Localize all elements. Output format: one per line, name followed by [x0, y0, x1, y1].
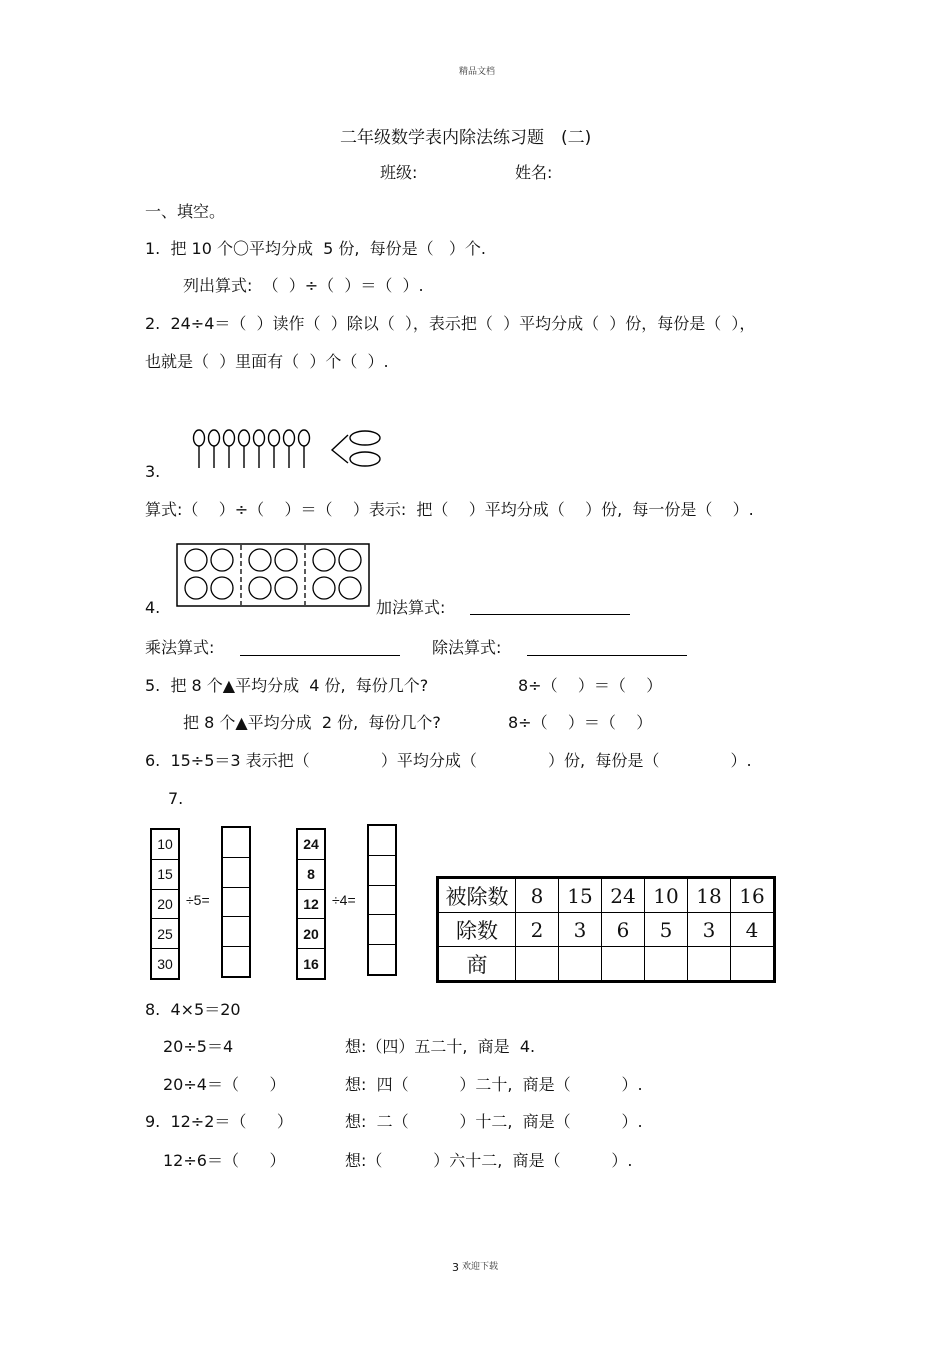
quotient-cell[interactable]	[516, 947, 559, 982]
dividend-cell: 15	[559, 878, 602, 913]
dividend-column-2	[296, 828, 326, 980]
quotient-cell[interactable]	[645, 947, 688, 982]
division-answer-line[interactable]	[527, 641, 687, 656]
answer-cell[interactable]	[223, 828, 249, 858]
answer-column-1	[221, 826, 251, 978]
question-6: 6. 15÷5＝3 表示把（ ）平均分成（ ）份, 每份是（ ）.	[145, 751, 752, 770]
multiplication-answer-line[interactable]	[240, 641, 400, 656]
question-2-continued: 也就是（ ）里面有（ ）个（ ）.	[145, 352, 389, 371]
page-footer: 欢迎下载	[462, 1262, 499, 1272]
division-table	[436, 876, 776, 983]
divisor-cell: 2	[516, 913, 559, 947]
divide-by-5-operator: ÷5=	[186, 892, 210, 908]
page-number: 3	[452, 1261, 459, 1274]
question-2: 2. 24÷4＝（ ）读作（ ）除以（ ），表示把（ ）平均分成（ ）份，每份是（ ），	[145, 314, 756, 333]
dividend-cell: 16	[731, 878, 775, 913]
number-cell: 20	[152, 890, 178, 920]
answer-cell[interactable]	[223, 858, 249, 888]
number-cell: 8	[298, 860, 324, 890]
question-8-think: 想: 四（ ）二十, 商是（ ）.	[345, 1075, 643, 1094]
number-cell: 25	[152, 919, 178, 949]
question-5-formula-2: 8÷（ ）＝（ ）	[508, 713, 653, 732]
addition-answer-line[interactable]	[470, 600, 630, 615]
answer-cell[interactable]	[369, 915, 395, 945]
dividend-row	[438, 878, 775, 913]
question-8-example-think: 想:（四）五二十, 商是 4.	[345, 1037, 536, 1056]
quotient-cell[interactable]	[602, 947, 645, 982]
number-cell: 20	[298, 919, 324, 949]
quotient-header: 商	[438, 947, 516, 982]
divisor-cell: 5	[645, 913, 688, 947]
answer-column-2	[367, 824, 397, 976]
quotient-cell[interactable]	[559, 947, 602, 982]
page-header: 精品文档	[459, 67, 496, 77]
question-8-example: 20÷5＝4	[163, 1037, 234, 1056]
question-3-number: 3.	[145, 462, 161, 481]
quotient-cell[interactable]	[731, 947, 775, 982]
addition-label: 加法算式:	[376, 598, 446, 617]
number-cell: 16	[303, 955, 319, 972]
question-5-line-1: 5. 把 8 个▲平均分成 4 份, 每份几个?	[145, 676, 429, 695]
question-3: 算式:（ ）÷（ ）＝（ ）表示: 把（ ）平均分成（ ）份, 每一份是（ ）.	[145, 500, 754, 519]
answer-cell[interactable]	[223, 888, 249, 918]
answer-cell[interactable]	[223, 917, 249, 947]
question-9-think-2: 想:（ ）六十二, 商是（ ）.	[345, 1151, 633, 1170]
question-1-formula: 列出算式: （ ）÷（ ）＝（ ）.	[183, 276, 424, 295]
dividend-cell: 8	[516, 878, 559, 913]
divisor-cell: 3	[559, 913, 602, 947]
question-8-formula: 20÷4＝（ ）	[163, 1075, 286, 1094]
number-cell: 10	[152, 830, 178, 860]
question-8: 8. 4×5＝20	[145, 1000, 241, 1019]
question-5-line-2: 把 8 个▲平均分成 2 份, 每份几个?	[183, 713, 441, 732]
question-4-number: 4.	[145, 598, 161, 617]
section-heading: 一、填空。	[145, 202, 226, 221]
answer-cell[interactable]	[369, 945, 395, 974]
dividend-column-1	[150, 828, 180, 980]
divisor-header: 除数	[438, 913, 516, 947]
number-cell: 24	[298, 830, 324, 860]
lollipops-figure	[190, 425, 390, 475]
dividend-cell: 24	[602, 878, 645, 913]
class-label: 班级:	[380, 163, 418, 182]
question-1: 1. 把 10 个〇平均分成 5 份, 每份是（ ）个.	[145, 239, 487, 258]
quotient-row	[438, 947, 775, 982]
answer-cell[interactable]	[369, 856, 395, 886]
division-label: 除法算式:	[432, 638, 502, 657]
page-title: 二年级数学表内除法练习题 (二)	[340, 128, 592, 148]
multiplication-label: 乘法算式:	[145, 638, 215, 657]
number-cell: 15	[152, 860, 178, 890]
answer-cell[interactable]	[369, 886, 395, 916]
name-label: 姓名:	[515, 163, 553, 182]
question-9-formula-2: 12÷6＝（ ）	[163, 1151, 286, 1170]
number-cell: 12	[298, 890, 324, 920]
question-5-formula-1: 8÷（ ）＝（ ）	[518, 676, 663, 695]
dividend-header: 被除数	[438, 878, 516, 913]
question-7-number: 7.	[168, 789, 184, 808]
answer-cell[interactable]	[369, 826, 395, 856]
number-cell: 30	[157, 955, 173, 972]
question-9-think-1: 想: 二（ ）十二, 商是（ ）.	[345, 1112, 643, 1131]
divisor-cell: 6	[602, 913, 645, 947]
answer-cell[interactable]	[223, 947, 249, 976]
dividend-cell: 18	[688, 878, 731, 913]
divide-by-4-operator: ÷4=	[332, 892, 356, 908]
divisor-cell: 4	[731, 913, 775, 947]
divisor-row	[438, 913, 775, 947]
quotient-cell[interactable]	[688, 947, 731, 982]
divisor-cell: 3	[688, 913, 731, 947]
dividend-cell: 10	[645, 878, 688, 913]
question-9-formula-1: 9. 12÷2＝（ ）	[145, 1112, 293, 1131]
circles-groups-figure	[176, 543, 371, 608]
